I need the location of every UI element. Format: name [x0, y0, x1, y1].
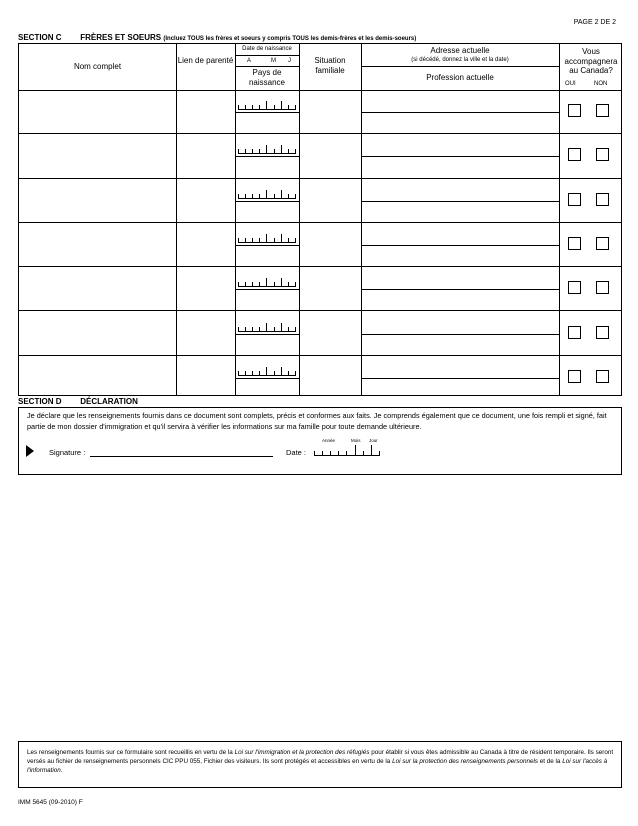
accompany-no-checkbox[interactable] — [596, 193, 609, 206]
page-number: PAGE 2 DE 2 — [573, 19, 616, 26]
sibling-name-field[interactable] — [19, 356, 176, 400]
sibling-dob-field[interactable] — [238, 326, 296, 332]
date-month-label: Mois — [351, 438, 361, 443]
sibling-name-field[interactable] — [19, 312, 176, 355]
sibling-name-field[interactable] — [19, 179, 176, 222]
sibling-address-field[interactable] — [361, 134, 559, 156]
declaration-date-field[interactable] — [314, 450, 380, 456]
accompany-no-checkbox[interactable] — [596, 237, 609, 250]
sibling-marital-field[interactable] — [299, 267, 361, 310]
sibling-address-field[interactable] — [361, 356, 559, 378]
section-c-subtitle: (Incluez TOUS les frères et soeurs y compris TOUS les demis-frères et les demis-soeurs) — [163, 36, 417, 42]
privacy-notice — [18, 741, 622, 788]
sibling-row — [19, 312, 621, 356]
sibling-row — [19, 223, 621, 267]
accompany-yes-checkbox[interactable] — [568, 193, 581, 206]
sibling-marital-field[interactable] — [299, 90, 361, 133]
header-country-birth: Pays de naissance — [248, 68, 286, 87]
declaration-text: Je déclare que les renseignements fournis dans ce document sont complets, précis et conformes aux faits. Je comprends également que ce document, une fois rempli et signé, fait partie de mon dossier d'immigration et qu'il servira à vérifier les informations sur ma famille pour toute demande ultérieure. — [27, 411, 607, 431]
header-dob: Date de naissance — [242, 46, 292, 52]
sibling-name-field[interactable] — [19, 90, 176, 133]
law-access: Loi sur l'accès à l'information — [27, 758, 608, 775]
law-immigration: Loi sur l'immigration et la protection des réfugiés — [234, 749, 370, 756]
sibling-name-field[interactable] — [19, 223, 176, 266]
signature-field[interactable] — [90, 456, 273, 457]
section-c-code: SECTION C — [18, 33, 62, 42]
accompany-yes-checkbox[interactable] — [568, 104, 581, 117]
sibling-occupation-field[interactable] — [361, 334, 559, 356]
date-label: Date : — [286, 448, 307, 457]
sibling-name-field[interactable] — [19, 267, 176, 310]
sibling-occupation-field[interactable] — [361, 289, 559, 311]
accompany-yes-checkbox[interactable] — [568, 237, 581, 250]
sibling-country-birth-field[interactable] — [235, 201, 299, 223]
sibling-country-birth-field[interactable] — [235, 378, 299, 400]
sibling-relation-field[interactable] — [176, 134, 235, 177]
section-d-header — [18, 397, 138, 406]
signature-label: Signature : — [49, 448, 86, 457]
sibling-dob-field[interactable] — [238, 281, 296, 287]
accompany-yes-checkbox[interactable] — [568, 148, 581, 161]
sibling-row — [19, 356, 621, 400]
accompany-no-checkbox[interactable] — [596, 281, 609, 294]
sibling-relation-field[interactable] — [176, 223, 235, 266]
sibling-occupation-field[interactable] — [361, 245, 559, 267]
sibling-marital-field[interactable] — [299, 356, 361, 400]
section-d-title: DÉCLARATION — [80, 397, 138, 406]
header-dob-year: A — [247, 58, 252, 64]
sibling-country-birth-field[interactable] — [235, 112, 299, 134]
sibling-dob-field[interactable] — [238, 104, 296, 110]
header-name: Nom complet — [73, 62, 122, 71]
form-id: IMM 5645 (09-2010) F — [18, 799, 83, 806]
sibling-relation-field[interactable] — [176, 267, 235, 310]
sibling-relation-field[interactable] — [176, 356, 235, 400]
sibling-occupation-field[interactable] — [361, 378, 559, 400]
sibling-dob-field[interactable] — [238, 148, 296, 154]
header-yes: OUI — [565, 81, 576, 87]
sibling-address-field[interactable] — [361, 312, 559, 334]
sibling-marital-field[interactable] — [299, 179, 361, 222]
sibling-country-birth-field[interactable] — [235, 289, 299, 311]
sibling-occupation-field[interactable] — [361, 112, 559, 134]
siblings-table — [18, 43, 622, 396]
sibling-address-field[interactable] — [361, 223, 559, 245]
sibling-marital-field[interactable] — [299, 223, 361, 266]
section-c-header — [18, 33, 622, 42]
sibling-name-field[interactable] — [19, 134, 176, 177]
sibling-relation-field[interactable] — [176, 179, 235, 222]
header-accompany: Vous accompagnera au Canada? — [564, 47, 618, 76]
privacy-notice-text: Les renseignements fournis sur ce formulaire sont recueillis en vertu de la Loi sur l'immigration et la protection des réfugiés pour établir si vous êtes admissible au Canada à titre de résident temporaire. Ils seront versés au fichier de renseignements personnels CIC PPU 055, Fichier des visiteurs. Ils sont protégés et accessibles en vertu de la Loi sur la protection des renseignements personnels et de la Loi sur l'accès à l'information. — [27, 749, 614, 775]
sibling-marital-field[interactable] — [299, 312, 361, 355]
sibling-country-birth-field[interactable] — [235, 334, 299, 356]
sibling-occupation-field[interactable] — [361, 201, 559, 223]
header-address: Adresse actuelle — [430, 46, 490, 55]
header-no: NON — [594, 81, 608, 87]
sibling-country-birth-field[interactable] — [235, 156, 299, 178]
section-c-title: FRÈRES ET SOEURS — [80, 33, 162, 42]
accompany-no-checkbox[interactable] — [596, 104, 609, 117]
header-address-note: (si décédé, donnez la ville et la date) — [411, 57, 509, 63]
declaration-box — [18, 407, 622, 475]
sibling-row — [19, 267, 621, 311]
accompany-yes-checkbox[interactable] — [568, 370, 581, 383]
accompany-yes-checkbox[interactable] — [568, 326, 581, 339]
sibling-relation-field[interactable] — [176, 90, 235, 133]
sibling-dob-field[interactable] — [238, 193, 296, 199]
sibling-address-field[interactable] — [361, 267, 559, 289]
accompany-no-checkbox[interactable] — [596, 370, 609, 383]
sibling-address-field[interactable] — [361, 90, 559, 112]
sibling-row — [19, 90, 621, 134]
accompany-yes-checkbox[interactable] — [568, 281, 581, 294]
sibling-marital-field[interactable] — [299, 134, 361, 177]
date-day-label: Jour — [369, 438, 378, 443]
sibling-relation-field[interactable] — [176, 312, 235, 355]
sibling-row — [19, 134, 621, 178]
sibling-address-field[interactable] — [361, 179, 559, 201]
header-marital: Situation familiale — [314, 56, 346, 75]
sibling-occupation-field[interactable] — [361, 156, 559, 178]
accompany-no-checkbox[interactable] — [596, 148, 609, 161]
header-dob-month: M — [271, 58, 276, 64]
date-year-label: Année — [322, 438, 336, 443]
header-dob-day: J — [288, 58, 291, 64]
header-relation: Lien de parenté — [177, 56, 234, 65]
arrow-right-icon — [26, 445, 34, 457]
section-d-code: SECTION D — [18, 397, 62, 406]
sibling-dob-field[interactable] — [238, 370, 296, 376]
accompany-no-checkbox[interactable] — [596, 326, 609, 339]
sibling-country-birth-field[interactable] — [235, 245, 299, 267]
sibling-row — [19, 179, 621, 223]
header-occupation: Profession actuelle — [426, 73, 494, 82]
law-privacy: Loi sur la protection des renseignements personnels — [392, 758, 539, 766]
sibling-dob-field[interactable] — [238, 237, 296, 243]
